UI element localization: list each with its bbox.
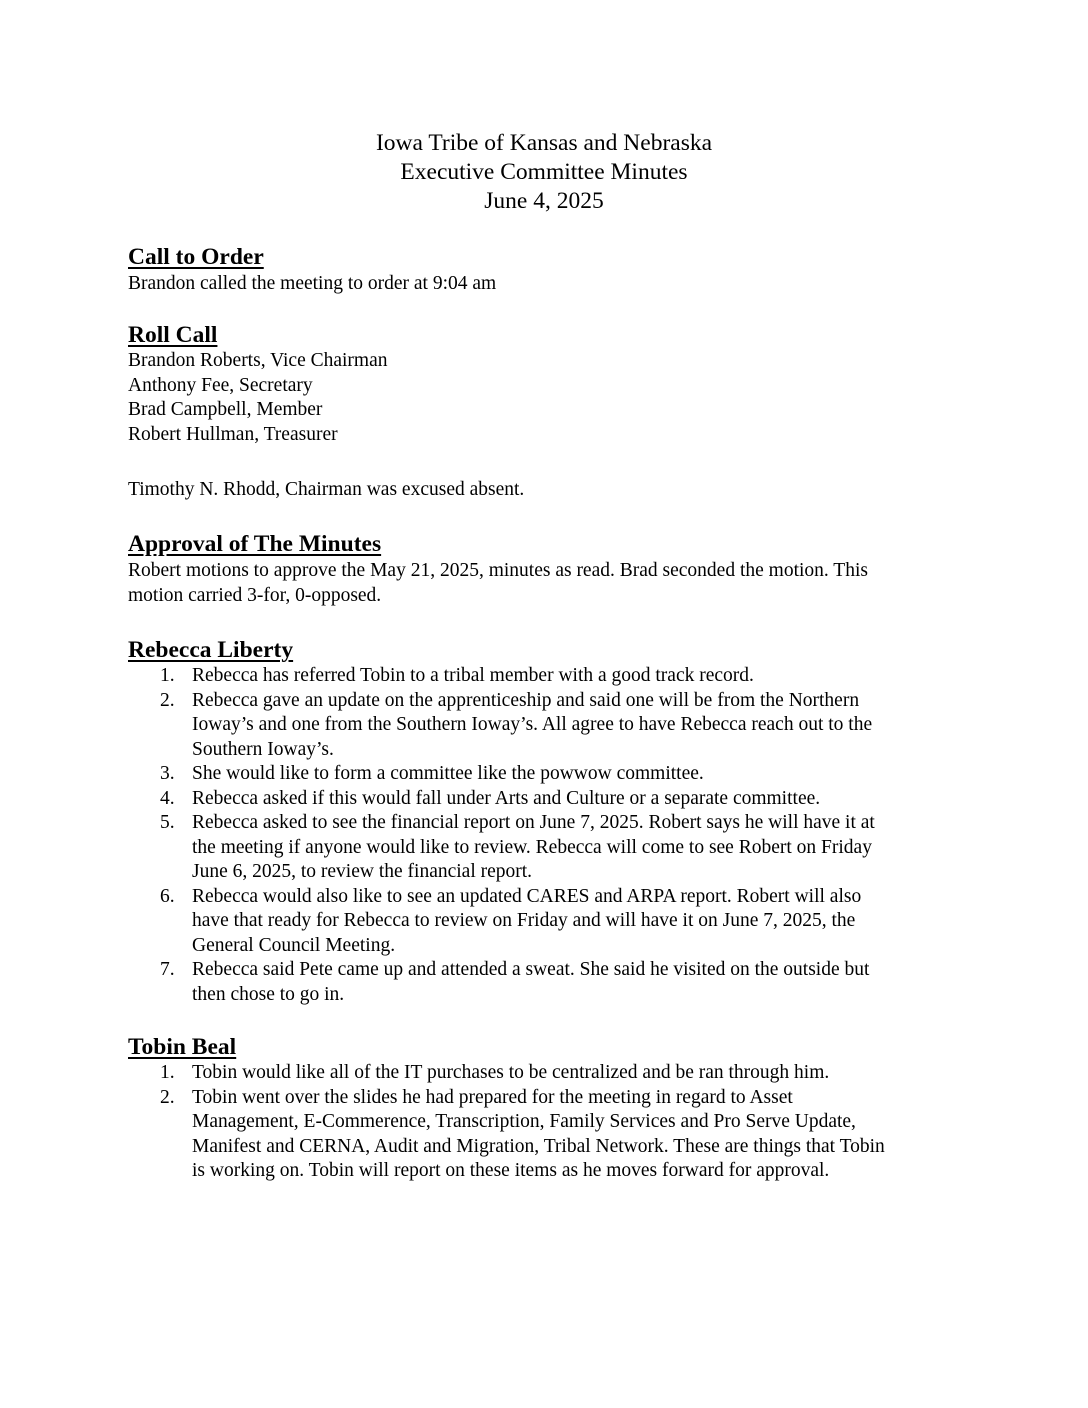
roll-call-member: Anthony Fee, Secretary	[128, 375, 313, 396]
roll-call-member: Brandon Roberts, Vice Chairman	[128, 350, 388, 371]
roll-call-member: Brad Campbell, Member	[128, 399, 323, 420]
rebecca-liberty-heading: Rebecca Liberty	[128, 637, 294, 663]
list-item-number: 7.	[160, 959, 175, 980]
list-item	[128, 664, 968, 689]
list-item-text-line: then chose to go in.	[192, 983, 345, 1005]
roll-call-heading: Roll Call	[128, 322, 218, 348]
list-item-number: 2.	[160, 1086, 175, 1108]
list-item-text-line: She would like to form a committee like the powwow committee.	[192, 763, 704, 784]
list-item-text-line: Ioway’s and one from the Southern Ioway’s. All agree to have Rebecca reach out to the	[192, 714, 873, 735]
list-item	[128, 811, 968, 885]
list-item-text-line: have that ready for Rebecca to review on Friday and will have it on June 7, 2025, the	[192, 910, 856, 931]
approval-heading: Approval of The Minutes	[128, 531, 382, 557]
list-item-text-line: Tobin went over the slides he had prepared for the meeting in regard to Asset	[192, 1086, 793, 1108]
list-item-text-line: the meeting if anyone would like to review. Rebecca will come to see Robert on Friday	[192, 836, 872, 858]
list-item-number: 4.	[160, 787, 175, 809]
list-item	[128, 885, 968, 959]
absent-note: Timothy N. Rhodd, Chairman was excused absent.	[128, 479, 525, 500]
document-title: Executive Committee Minutes	[400, 159, 688, 185]
list-item-number: 1.	[160, 1062, 175, 1083]
list-item	[128, 689, 968, 763]
list-item-number: 5.	[160, 812, 175, 833]
organization-title: Iowa Tribe of Kansas and Nebraska	[375, 130, 713, 156]
list-item	[128, 958, 968, 1007]
rebecca-liberty-list	[128, 664, 968, 1007]
list-item-text-line: Tobin would like all of the IT purchases to be centralized and be ran through him.	[192, 1062, 830, 1083]
list-item-text-line: Manifest and CERNA, Audit and Migration, Tribal Network. These are things that Tobin	[192, 1135, 885, 1157]
list-item	[128, 787, 968, 812]
roll-call-member: Robert Hullman, Treasurer	[128, 424, 338, 445]
list-item	[128, 1061, 968, 1086]
approval-text-line: motion carried 3-for, 0-opposed.	[128, 585, 382, 606]
list-item-text-line: Rebecca gave an update on the apprenticeship and said one will be from the Northern	[192, 689, 860, 711]
list-item-text-line: June 6, 2025, to review the financial report.	[192, 861, 533, 882]
list-item-number: 3.	[160, 763, 175, 784]
list-item-text-line: Rebecca asked to see the financial report on June 7, 2025. Robert says he will have it at	[192, 812, 875, 833]
meeting-date: June 4, 2025	[484, 188, 604, 214]
list-item-number: 2.	[160, 689, 175, 711]
list-item-text-line: Rebecca would also like to see an updated CARES and ARPA report. Robert will also	[192, 885, 862, 907]
approval-text-line: Robert motions to approve the May 21, 2025, minutes as read. Brad seconded the motion. This	[128, 560, 868, 581]
list-item-number: 1.	[160, 665, 175, 686]
call-to-order-text: Brandon called the meeting to order at 9:04 am	[128, 273, 497, 294]
call-to-order-heading: Call to Order	[128, 244, 264, 270]
tobin-beal-list	[128, 1061, 968, 1184]
list-item	[128, 762, 968, 787]
list-item-text-line: Rebecca has referred Tobin to a tribal member with a good track record.	[192, 665, 754, 686]
list-item	[128, 1086, 968, 1184]
list-item-text-line: Rebecca asked if this would fall under Arts and Culture or a separate committee.	[192, 787, 821, 809]
list-item-text-line: Southern Ioway’s.	[192, 738, 334, 760]
list-item-text-line: is working on. Tobin will report on these items as he moves forward for approval.	[192, 1160, 830, 1181]
list-item-number: 6.	[160, 885, 175, 907]
list-item-text-line: Management, E-Commerence, Transcription, Family Services and Pro Serve Update,	[192, 1111, 856, 1132]
tobin-beal-heading: Tobin Beal	[128, 1034, 237, 1060]
list-item-text-line: Rebecca said Pete came up and attended a sweat. She said he visited on the outside but	[192, 959, 870, 980]
list-item-text-line: General Council Meeting.	[192, 934, 396, 956]
